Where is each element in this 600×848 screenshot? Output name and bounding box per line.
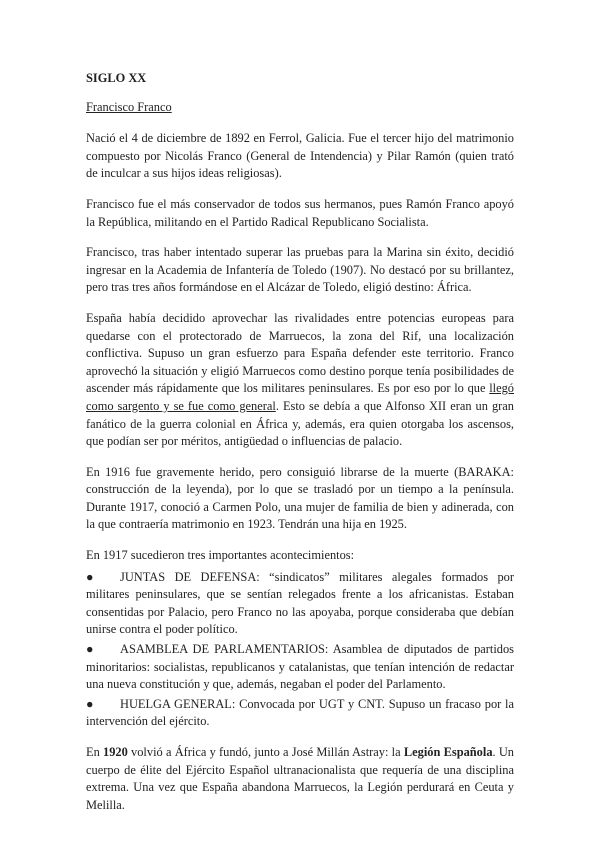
bullet-icon: ●: [86, 642, 94, 657]
list-item-text: HUELGA GENERAL: Convocada por UGT y CNT. Supuso un fracaso por la intervención del ejército.: [86, 696, 514, 729]
paragraph-siblings: Francisco fue el más conservador de todos sus hermanos, pues Ramón Franco apoyó la República, militando en el Partido Radical Republicano Socialista.: [86, 196, 514, 229]
paragraph-morocco-part-2: . Esto se debía a que Alfonso XII eran un gran fanático de la guerra colonial en África y, además, era quien otorgaba los ascensos, que podían ser por méritos, antigüedad o influencias de palacio.: [86, 398, 514, 449]
paragraph-birth: Nació el 4 de diciembre de 1892 en Ferrol, Galicia. Fue el tercer hijo del matrimonio compuesto por Nicolás Franco (General de Intendencia) y Pilar Ramón (quien trató de inculcar a sus hijos ideas religiosas).: [86, 131, 514, 181]
paragraph-morocco: [86, 310, 514, 451]
section-title: SIGLO XX: [86, 71, 147, 85]
list-item: [86, 569, 514, 639]
list-item: [86, 641, 514, 694]
list-item-text: ASAMBLEA DE PARLAMENTARIOS: Asamblea de diputados de partidos minoritarios: socialistas, republicanos y catalanistas, que tenían intención de redactar una nueva constitución y que, además, negaban el poder del Parlamento.: [86, 642, 514, 692]
year-1920: 1920: [103, 745, 128, 759]
list-item: [86, 696, 514, 731]
subtitle: Francisco Franco: [86, 99, 172, 114]
paragraph-legion-part-3: . Un cuerpo de élite del Ejército Español ultranacionalista que requería de una disciplina extrema. Una vez que España abandona Marruecos, la Legión perdurará en Ceuta y Melilla.: [86, 745, 515, 812]
paragraph-legion-part-2: volvió a África y fundó, junto a José Millán Astray: la: [127, 745, 404, 759]
list-item-text: JUNTAS DE DEFENSA: “sindicatos” militares alegales formados por militares peninsulares, que se sentían relegados frente a los africanistas. Estaban consentidas por Palacio, pero Franco no las apoyaba, porque consideraba que debían unirse contra el poder político.: [86, 569, 514, 637]
document-page: [86, 70, 514, 827]
underlined-phrase: llegó como sargento y se fue como general: [86, 381, 514, 413]
legion-name: Legión Española: [403, 745, 493, 759]
bullet-icon: ●: [86, 696, 94, 711]
paragraph-academy: Francisco, tras haber intentado superar las pruebas para la Marina sin éxito, decidió ingresar en la Academia de Infantería de Toledo (1907). No destacó por su brillantez, pero tras tres años formándose en el Alcázar de Toledo, eligió destino: África.: [86, 245, 514, 295]
bullet-icon: ●: [86, 569, 94, 584]
paragraph-events-intro: En 1917 sucedieron tres importantes acontecimientos:: [86, 548, 355, 563]
paragraph-legion-part-1: En: [86, 745, 104, 759]
paragraph-legion: [86, 744, 514, 814]
paragraph-injury: En 1916 fue gravemente herido, pero consiguió librarse de la muerte (BARAKA: construcción de la leyenda), por lo que se trasladó por un tiempo a la península. Durante 1917, conoció a Carmen Polo, una mujer de familia de bien y adinerada, con la que contraería matrimonio en 1923. Tendrán una hija en 1925.: [86, 464, 514, 532]
paragraph-morocco-part-1: España había decidido aprovechar las rivalidades entre potencias europeas para quedarse con el protectorado de Marruecos, la zona del Rif, una localización conflictiva. Supuso un gran esfuerzo para España defender este territorio. Franco aprovechó la situación y eligió Marruecos como destino porque tenía posibilidades de ascender más rápidamente que los militares peninsulares. Es por eso por lo que: [86, 310, 514, 396]
